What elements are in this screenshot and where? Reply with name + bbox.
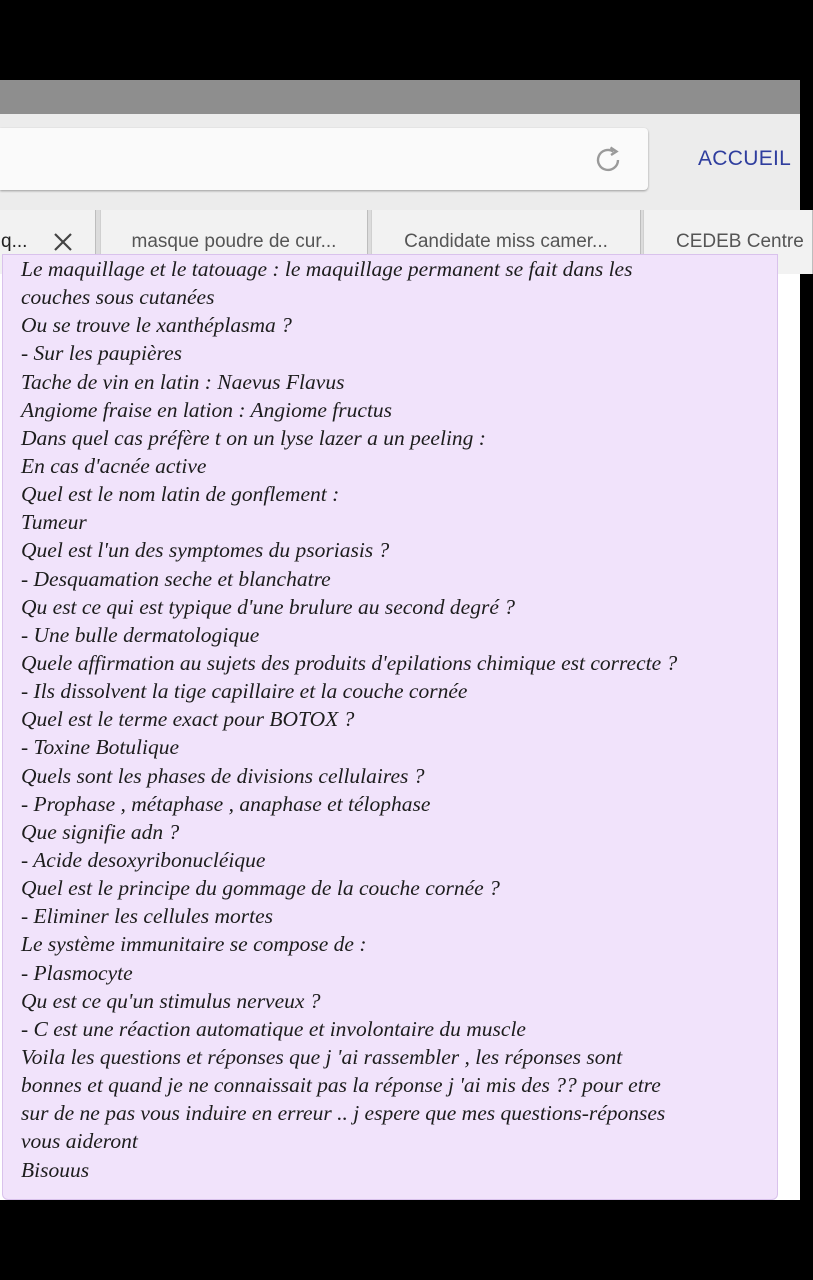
- browser-toolbar: [0, 114, 800, 210]
- post-line: - Sur les paupières: [21, 341, 183, 366]
- post-line: - C est une réaction automatique et involontaire du muscle: [21, 1016, 526, 1041]
- post-line: Tumeur: [21, 510, 87, 535]
- tab-label: masque poudre de cur...: [131, 231, 337, 252]
- post-line: Le système immunitaire se compose de :: [21, 932, 367, 957]
- post-line: bonnes et quand je ne connaissait pas la réponse j 'ai mis des ?? pour etre: [21, 1073, 661, 1098]
- status-bar: [0, 80, 800, 114]
- post-line: Dans quel cas préfère t on un lyse lazer a un peeling :: [21, 425, 486, 450]
- post-line: - Desquamation seche et blanchatre: [21, 566, 331, 591]
- tab-label: CEDEB Centre: [676, 231, 804, 252]
- post-line: - Plasmocyte: [21, 960, 133, 985]
- post-line: Que signifie adn ?: [21, 819, 180, 844]
- top-black-bar: [0, 0, 800, 80]
- home-link[interactable]: ACCUEIL: [698, 147, 792, 170]
- url-bar[interactable]: [0, 128, 648, 190]
- post-line: Quels sont les phases de divisions cellulaires ?: [21, 763, 425, 788]
- post-line: couches sous cutanées: [21, 285, 215, 310]
- post-line: - Eliminer les cellules mortes: [21, 904, 273, 929]
- post-line: sur de ne pas vous induire en erreur .. j espere que mes questions-réponses: [21, 1101, 666, 1126]
- post-line: Voila les questions et réponses que j 'ai rassembler , les réponses sont: [21, 1044, 623, 1069]
- post-line: En cas d'acnée active: [21, 453, 207, 478]
- post-line: - Ils dissolvent la tige capillaire et la couche cornée: [21, 679, 468, 704]
- post-line: Quel est le nom latin de gonflement :: [21, 482, 340, 507]
- post-line: - Acide desoxyribonucléique: [21, 847, 266, 872]
- reload-icon[interactable]: [592, 144, 624, 176]
- post-line: - Prophase , métaphase , anaphase et télophase: [21, 791, 431, 816]
- forum-post: [2, 254, 778, 1200]
- post-line: Ou se trouve le xanthéplasma ?: [21, 313, 292, 338]
- post-line: Tache de vin en latin : Naevus Flavus: [21, 369, 345, 394]
- post-line: Quel est le principe du gommage de la couche cornée ?: [21, 876, 500, 901]
- post-line: - Toxine Botulique: [21, 735, 180, 760]
- post-line: Quel est l'un des symptomes du psoriasis ?: [21, 538, 390, 563]
- post-line: Qu est ce qu'un stimulus nerveux ?: [21, 988, 321, 1013]
- bottom-black-bar: [0, 1200, 800, 1280]
- post-text: [21, 255, 771, 1184]
- close-icon[interactable]: [51, 230, 75, 254]
- post-line: vous aideront: [21, 1129, 138, 1154]
- post-line: Angiome fraise en lation : Angiome fructus: [21, 397, 393, 422]
- post-line-cut: Le maquillage et le tatouage : le maquillage permanent se fait dans les: [21, 257, 633, 281]
- post-line: Qu est ce qui est typique d'une brulure au second degré ?: [21, 594, 516, 619]
- post-line: Bisouus: [21, 1157, 90, 1182]
- page-content[interactable]: [0, 257, 800, 1200]
- tab-label: Candidate miss camer...: [404, 231, 608, 252]
- tab-label: q...: [1, 231, 28, 252]
- post-line: Quel est le terme exact pour BOTOX ?: [21, 707, 355, 732]
- post-line: - Une bulle dermatologique: [21, 622, 260, 647]
- post-line: Quele affirmation au sujets des produits d'epilations chimique est correcte ?: [21, 650, 678, 675]
